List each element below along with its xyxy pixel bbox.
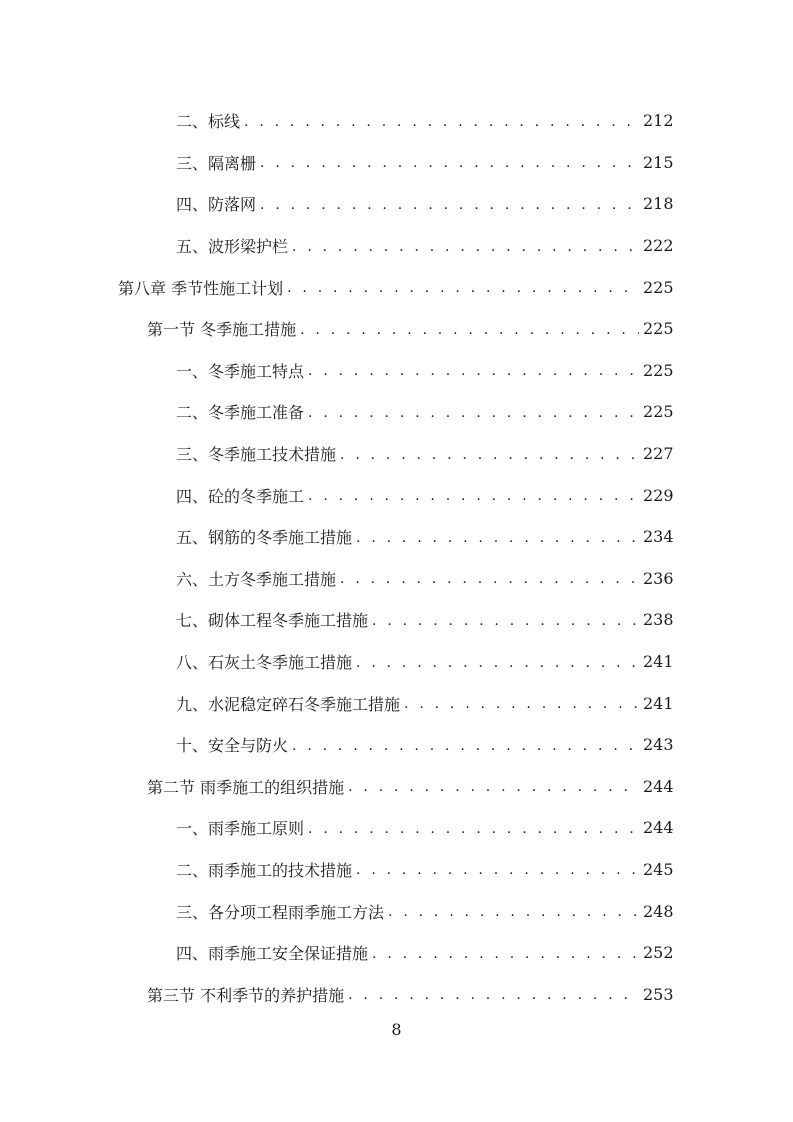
toc-entry-page: 245: [643, 859, 674, 879]
toc-entry-item[interactable]: [0, 142, 793, 184]
table-of-contents: [0, 100, 793, 1015]
dot-leader: [356, 529, 639, 545]
toc-entry-page: 236: [643, 568, 674, 588]
dot-leader: [372, 945, 639, 961]
toc-entry-section[interactable]: [0, 766, 793, 808]
toc-entry-item[interactable]: [0, 599, 793, 641]
toc-entry-page: 243: [643, 735, 674, 755]
toc-entry-item[interactable]: [0, 724, 793, 766]
toc-entry-page: 225: [643, 319, 674, 339]
toc-entry-label: 二、冬季施工准备: [176, 400, 308, 423]
toc-entry-item[interactable]: [0, 391, 793, 433]
toc-entry-item[interactable]: [0, 433, 793, 475]
toc-entry-label: 第二节 雨季施工的组织措施: [147, 775, 348, 798]
toc-entry-label: 一、冬季施工特点: [176, 359, 308, 382]
toc-entry-page: 234: [643, 527, 674, 547]
toc-entry-label: 四、雨季施工安全保证措施: [176, 941, 372, 964]
toc-entry-label: 十、安全与防火: [176, 733, 292, 756]
toc-entry-label: 七、砌体工程冬季施工措施: [176, 608, 372, 631]
toc-entry-page: 241: [643, 652, 674, 672]
toc-entry-label: 三、各分项工程雨季施工方法: [176, 900, 388, 923]
toc-entry-page: 244: [643, 818, 674, 838]
dot-leader: [292, 737, 639, 753]
toc-entry-item[interactable]: [0, 558, 793, 600]
dot-leader: [308, 362, 639, 378]
toc-entry-item[interactable]: [0, 350, 793, 392]
dot-leader: [348, 778, 639, 794]
dot-leader: [340, 446, 639, 462]
toc-entry-label: 一、雨季施工原则: [176, 816, 308, 839]
dot-leader: [292, 238, 639, 254]
dot-leader: [260, 154, 639, 170]
dot-leader: [287, 279, 639, 295]
toc-entry-item[interactable]: [0, 932, 793, 974]
dot-leader: [372, 612, 639, 628]
toc-entry-page: 253: [643, 984, 674, 1004]
dot-leader: [348, 986, 639, 1002]
toc-entry-label: 第一节 冬季施工措施: [147, 317, 300, 340]
toc-entry-page: 225: [643, 277, 674, 297]
dot-leader: [300, 321, 639, 337]
dot-leader: [308, 820, 639, 836]
toc-entry-item[interactable]: [0, 225, 793, 267]
toc-entry-label: 二、雨季施工的技术措施: [176, 858, 356, 881]
toc-entry-page: 222: [643, 236, 674, 256]
toc-entry-page: 244: [643, 776, 674, 796]
toc-entry-label: 五、钢筋的冬季施工措施: [176, 525, 356, 548]
dot-leader: [356, 861, 639, 877]
dot-leader: [356, 654, 639, 670]
toc-entry-page: 218: [643, 194, 674, 214]
toc-entry-label: 四、砼的冬季施工: [176, 484, 308, 507]
toc-entry-item[interactable]: [0, 516, 793, 558]
toc-entry-page: 215: [643, 152, 674, 172]
page-number: 8: [391, 1020, 402, 1039]
toc-entry-label: 五、波形梁护栏: [176, 234, 292, 257]
toc-entry-page: 225: [643, 360, 674, 380]
dot-leader: [308, 404, 639, 420]
toc-entry-page: 241: [643, 693, 674, 713]
toc-entry-label: 八、石灰土冬季施工措施: [176, 650, 356, 673]
toc-entry-page: 238: [643, 610, 674, 630]
toc-entry-label: 九、水泥稳定碎石冬季施工措施: [176, 692, 404, 715]
dot-leader: [388, 903, 639, 919]
toc-entry-item[interactable]: [0, 890, 793, 932]
toc-entry-label: 第三节 不利季节的养护措施: [147, 983, 348, 1006]
dot-leader: [260, 196, 639, 212]
toc-entry-section[interactable]: [0, 308, 793, 350]
toc-entry-page: 252: [643, 943, 674, 963]
toc-entry-item[interactable]: [0, 807, 793, 849]
toc-entry-label: 六、土方冬季施工措施: [176, 567, 340, 590]
toc-entry-page: 248: [643, 901, 674, 921]
toc-entry-item[interactable]: [0, 682, 793, 724]
toc-entry-label: 第八章 季节性施工计划: [118, 276, 287, 299]
toc-entry-page: 225: [643, 402, 674, 422]
toc-entry-page: 229: [643, 485, 674, 505]
toc-entry-item[interactable]: [0, 849, 793, 891]
toc-entry-label: 二、标线: [176, 109, 244, 132]
toc-entry-chapter[interactable]: [0, 266, 793, 308]
dot-leader: [340, 570, 639, 586]
toc-entry-label: 三、隔离栅: [176, 151, 260, 174]
toc-entry-label: 四、防落网: [176, 192, 260, 215]
toc-entry-page: 227: [643, 444, 674, 464]
dot-leader: [404, 695, 639, 711]
dot-leader: [244, 113, 639, 129]
toc-entry-item[interactable]: [0, 641, 793, 683]
toc-entry-page: 212: [643, 111, 674, 131]
dot-leader: [308, 487, 639, 503]
toc-entry-item[interactable]: [0, 183, 793, 225]
toc-entry-section[interactable]: [0, 973, 793, 1015]
toc-entry-item[interactable]: [0, 474, 793, 516]
toc-entry-item[interactable]: [0, 100, 793, 142]
toc-entry-label: 三、冬季施工技术措施: [176, 442, 340, 465]
